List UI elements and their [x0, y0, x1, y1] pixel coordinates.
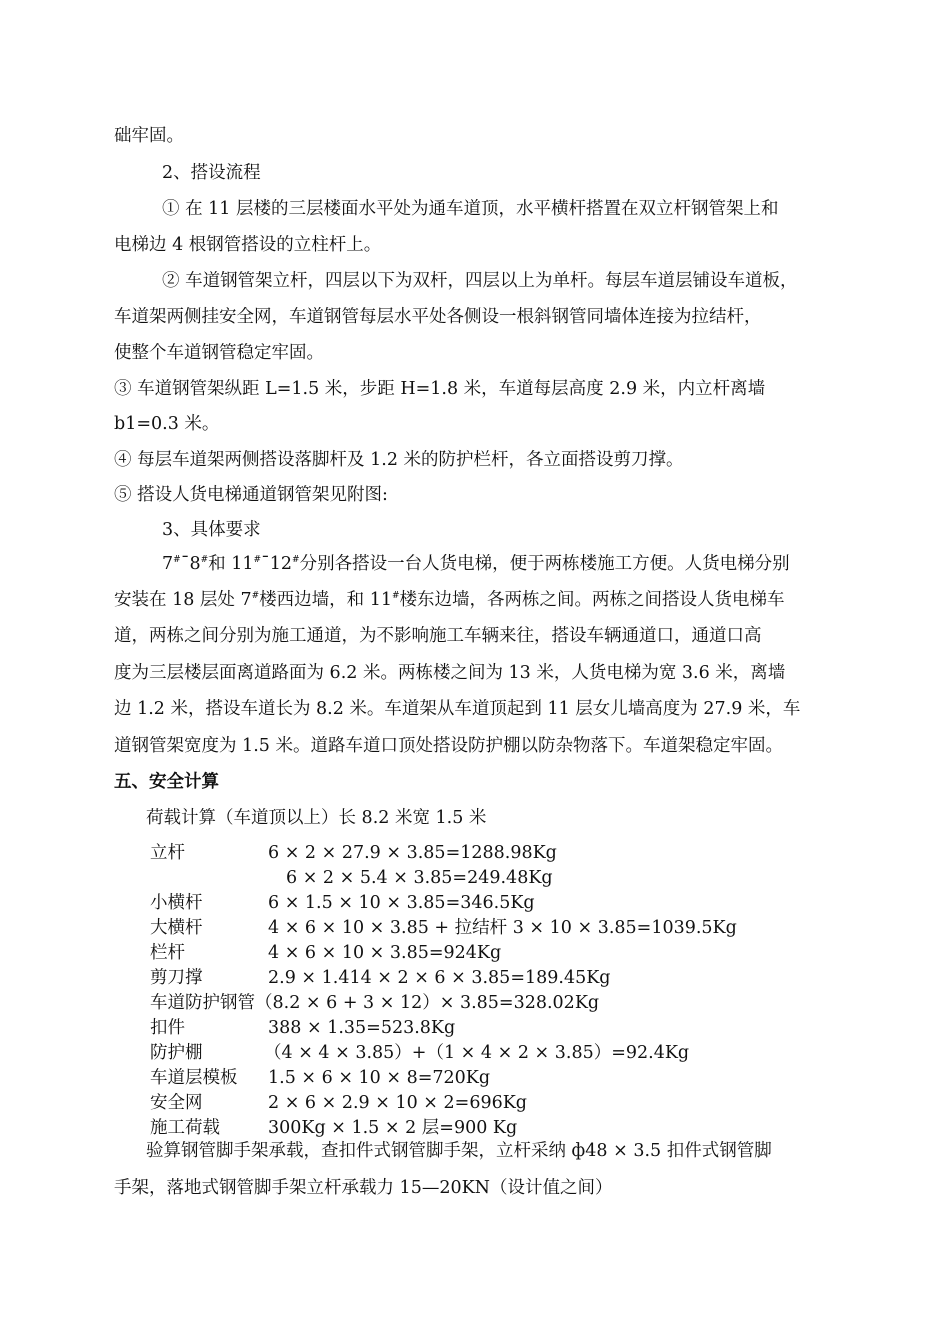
paragraph-line: 边 1.2 米，搭设车道长为 8.2 米。车道架从车道顶起到 11 层女儿墙高度为 27.9 米，车 — [114, 699, 801, 719]
paragraph-line: 手架，落地式钢管脚手架立杆承载力 15—20KN（设计值之间） — [114, 1178, 613, 1198]
paragraph-line: ② 车道钢管架立杆，四层以下为双杆，四层以上为单杆。每层车道层铺设车道板， — [162, 271, 798, 291]
paragraph-line: 使整个车道钢管稳定牢固。 — [114, 343, 324, 363]
load-row-value: 388 × 1.35=523.8Kg — [268, 1018, 456, 1038]
section-title: 五、安全计算 — [114, 772, 219, 792]
load-row-value: （4 × 4 × 3.85）+（1 × 4 × 2 × 3.85）=92.4Kg — [264, 1043, 690, 1063]
load-row-label: 车道层模板 — [150, 1068, 238, 1088]
paragraph-line: ⑤ 搭设人货电梯通道钢管架见附图: — [114, 485, 388, 505]
load-row-value: 2 × 6 × 2.9 × 10 × 2=696Kg — [268, 1093, 527, 1113]
load-row-label: 扣件 — [150, 1018, 185, 1038]
paragraph-line: 电梯边 4 根钢管搭设的立柱杆上。 — [114, 235, 382, 255]
paragraph-line: 度为三层楼层面离道路面为 6.2 米。两栋楼之间为 13 米，人货电梯为宽 3.6 米，离墙 — [114, 663, 786, 683]
paragraph-line: 础牢固。 — [114, 126, 184, 146]
load-row-label: 剪刀撑 — [150, 968, 203, 988]
load-row-label: 施工荷载 — [150, 1118, 220, 1138]
load-row-label: 小横杆 — [150, 893, 203, 913]
load-row-label: 安全网 — [150, 1093, 203, 1113]
load-row-label: 大横杆 — [150, 918, 203, 938]
paragraph-line: 道钢管架宽度为 1.5 米。道路车道口顶处搭设防护棚以防杂物落下。车道架稳定牢固。 — [114, 736, 783, 756]
load-row-label: 立杆 — [150, 843, 185, 863]
paragraph-line: 验算钢管脚手架承载，查扣件式钢管脚手架，立杆采纳 ф48 × 3.5 扣件式钢管脚 — [146, 1141, 772, 1161]
load-row-label: 栏杆 — [150, 943, 185, 963]
paragraph-line: ① 在 11 层楼的三层楼面水平处为通车道顶，水平横杆搭置在双立杆钢管架上和 — [162, 199, 779, 219]
paragraph-line: 7#¯8#和 11#¯12#分别各搭设一台人货电梯，便于两栋楼施工方便。人货电梯分别 — [162, 554, 790, 574]
load-row-label: 防护棚 — [150, 1043, 203, 1063]
subsection-title-requirements: 3、具体要求 — [162, 520, 261, 540]
load-row-label: 车道防护钢管（8.2 × 6 + 3 × 12）× 3.85=328.02Kg — [150, 993, 600, 1013]
load-row-value: 300Kg × 1.5 × 2 层=900 Kg — [268, 1118, 518, 1138]
paragraph-line: 安装在 18 层处 7#楼西边墙，和 11#楼东边墙，各两栋之间。两栋之间搭设人货电梯车 — [114, 590, 785, 610]
paragraph-line: ③ 车道钢管架纵距 L=1.5 米，步距 H=1.8 米，车道每层高度 2.9 米，内立杆离墙 — [114, 379, 766, 399]
load-row-value: 6 × 2 × 5.4 × 3.85=249.48Kg — [286, 868, 553, 888]
load-row-value: 4 × 6 × 10 × 3.85=924Kg — [268, 943, 502, 963]
load-calc-title: 荷载计算（车道顶以上）长 8.2 米宽 1.5 米 — [146, 808, 487, 828]
load-row-value: 6 × 2 × 27.9 × 3.85=1288.98Kg — [268, 843, 557, 863]
subsection-title-flow: 2、搭设流程 — [162, 163, 261, 183]
load-row-value: 4 × 6 × 10 × 3.85 + 拉结杆 3 × 10 × 3.85=1039.5Kg — [268, 918, 737, 938]
load-row-value: 6 × 1.5 × 10 × 3.85=346.5Kg — [268, 893, 535, 913]
paragraph-line: ④ 每层车道架两侧搭设落脚杆及 1.2 米的防护栏杆，各立面搭设剪刀撑。 — [114, 450, 684, 470]
load-row-value: 1.5 × 6 × 10 × 8=720Kg — [268, 1068, 491, 1088]
load-row-value: 2.9 × 1.414 × 2 × 6 × 3.85=189.45Kg — [268, 968, 611, 988]
paragraph-line: 道，两栋之间分别为施工通道，为不影响施工车辆来往，搭设车辆通道口，通道口高 — [114, 626, 762, 646]
paragraph-line: 车道架两侧挂安全网，车道钢管每层水平处各侧设一根斜钢管同墙体连接为拉结杆， — [114, 307, 762, 327]
paragraph-line: b1=0.3 米。 — [114, 414, 220, 434]
